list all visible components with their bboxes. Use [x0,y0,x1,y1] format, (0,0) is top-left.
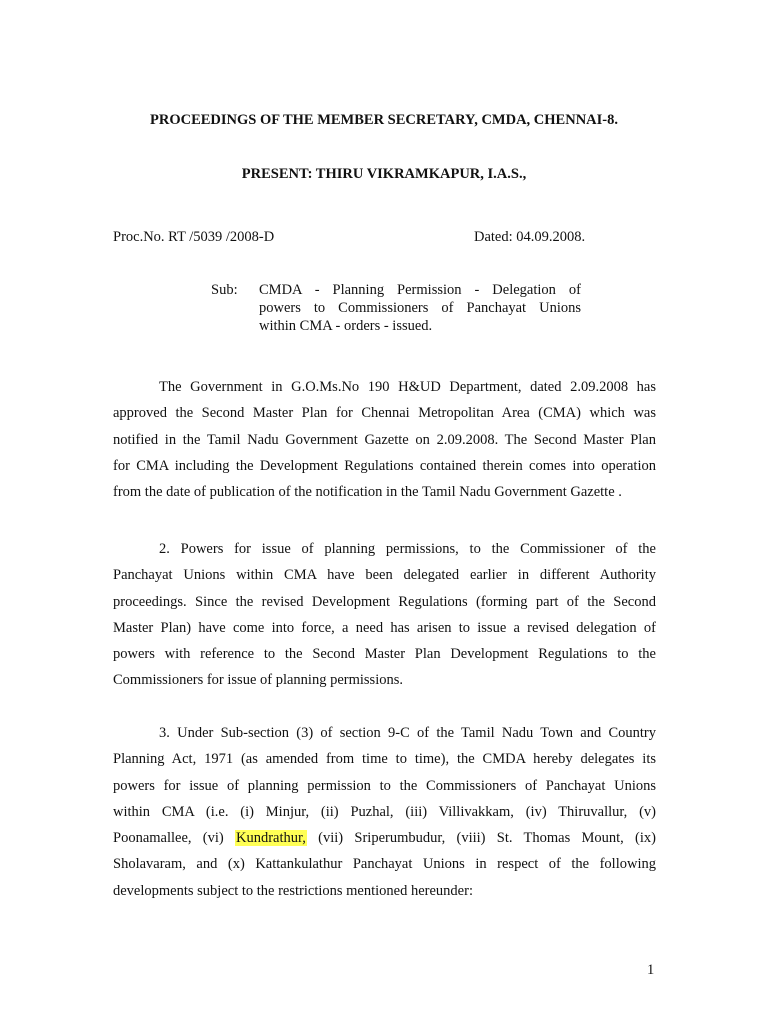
paragraph-line: Commissioners for issue of planning permissions. [113,672,403,689]
dated-line: Dated: 04.09.2008. [474,229,586,245]
paragraph-line: 2. Powers for issue of planning permissions, to the Commissioner of the [159,541,656,557]
highlighted-text: Kundrathur, [236,830,306,847]
paragraph-line: Sholavaram, and (x) Kattankulathur Panchayat Unions in respect of the following [113,856,656,873]
paragraph-1 [113,374,656,505]
present-line: PRESENT: THIRU VIKRAMKAPUR, I.A.S., [241,166,527,182]
paragraph-line: approved the Second Master Plan for Chennai Metropolitan Area (CMA) which was [113,405,656,422]
paragraph-line: Planning Act, 1971 (as amended from time to time), the CMDA hereby delegates its [113,751,656,768]
paragraph-2 [113,536,656,694]
text-run: (vii) Sriperumbudur, (viii) St. Thomas Mount, (ix) [306,830,656,847]
paragraph-line: The Government in G.O.Ms.No 190 H&UD Department, dated 2.09.2008 has [159,379,656,395]
text-run: Poonamallee, (vi) [113,830,235,847]
paragraph-line [113,825,656,851]
subject-line: CMDA - Planning Permission - Delegation of [259,282,581,298]
paragraph-line: developments subject to the restrictions mentioned hereunder: [113,882,473,899]
paragraph-line: within CMA (i.e. (i) Minjur, (ii) Puzhal, (iii) Villivakkam, (iv) Thiruvallur, (v) [113,803,656,820]
paragraph-line: from the date of publication of the notification in the Tamil Nadu Government Gazette . [113,484,622,501]
paragraph-line: notified in the Tamil Nadu Government Gazette on 2.09.2008. The Second Master Plan [113,431,656,448]
paragraph-line: powers for issue of planning permission to the Commissioners of Panchayat Unions [113,777,656,794]
subject-line: powers to Commissioners of Panchayat Unions [259,300,581,316]
paragraph-3 [113,720,656,904]
page-number: 1 [647,962,655,978]
paragraph-line: for CMA including the Development Regulations contained therein comes into operation [113,457,656,474]
paragraph-line: Master Plan) have come into force, a need has arisen to issue a revised delegation of [113,619,656,636]
subject-label: Sub: [211,282,238,298]
paragraph-line: powers with reference to the Second Master Plan Development Regulations to the [113,646,656,663]
subject-line: within CMA - orders - issued. [259,318,433,334]
paragraph-line: 3. Under Sub-section (3) of section 9-C of the Tamil Nadu Town and Country [159,725,656,741]
paragraph-line: proceedings. Since the revised Development Regulations (forming part of the Second [113,593,656,610]
paragraph-line: Panchayat Unions within CMA have been delegated earlier in different Authority [113,567,656,584]
proceedings-title: PROCEEDINGS OF THE MEMBER SECRETARY, CMDA, CHENNAI-8. [150,112,618,128]
proc-number: Proc.No. RT /5039 /2008-D [113,229,275,245]
subject-text [259,281,581,335]
